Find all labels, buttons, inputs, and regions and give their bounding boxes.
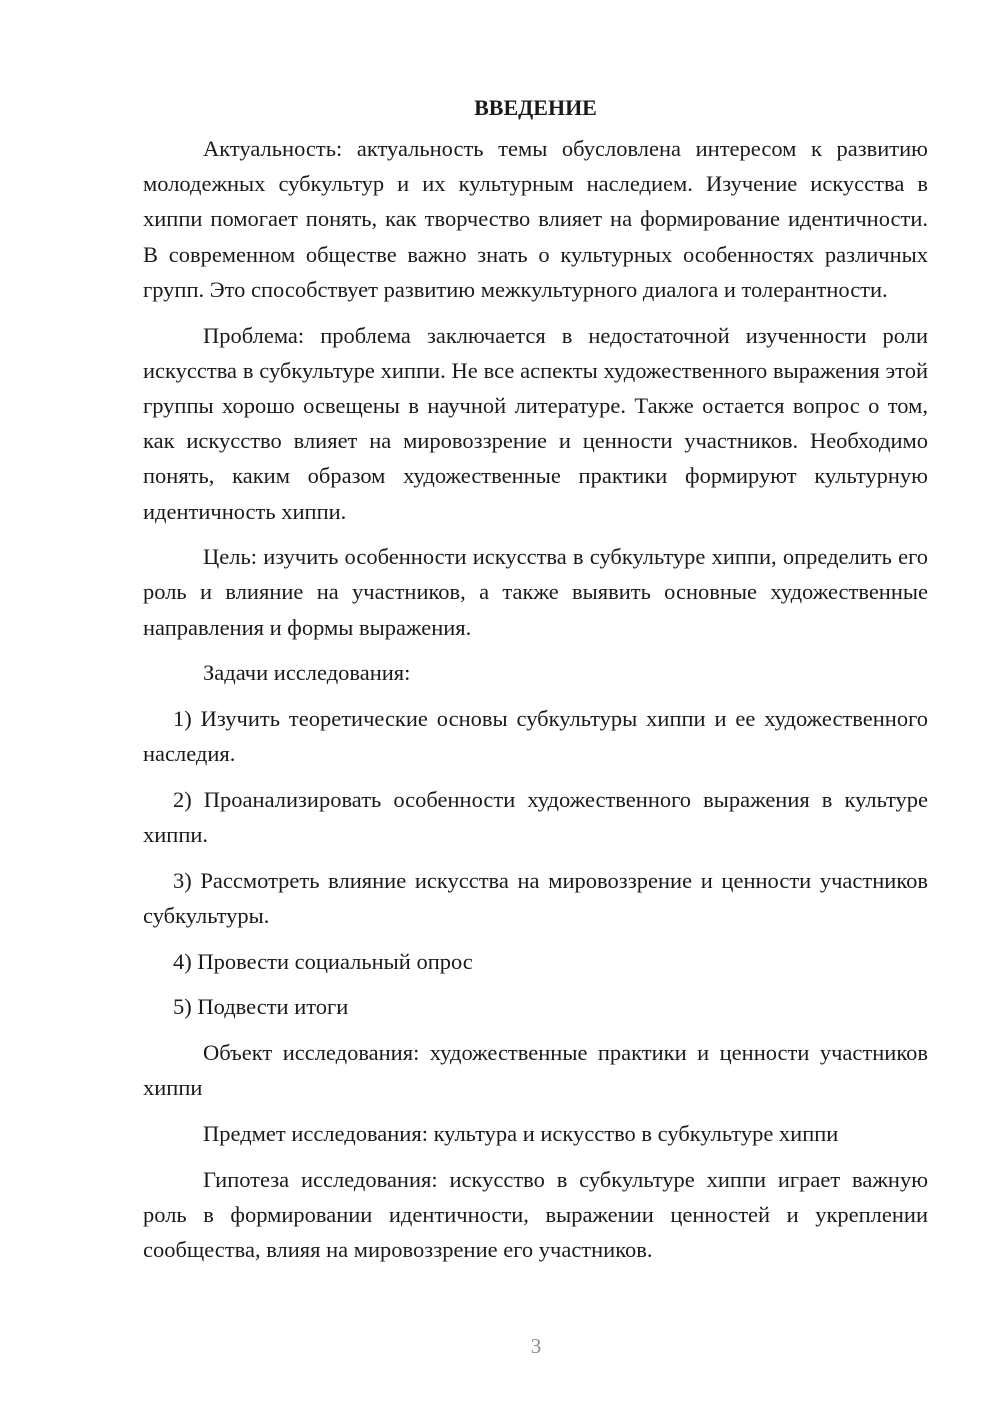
task-item-2: 2) Проанализировать особенности художественного выражения в культуре хиппи.: [143, 786, 928, 848]
task-item-1: 1) Изучить теоретические основы субкультуры хиппи и ее художественного наследия.: [143, 706, 928, 767]
page-number: 3: [530, 1334, 542, 1358]
task-item-5: 5) Подвести итоги: [173, 994, 349, 1020]
paragraph-object: Объект исследования: художественные практики и ценности участников хиппи: [143, 1040, 928, 1101]
document-page: [143, 90, 928, 1278]
task-item-3: 3) Рассмотреть влияние искусства на мировоззрение и ценности участников субкультуры.: [143, 867, 928, 929]
paragraph-goal: Цель: изучить особенности искусства в субкультуре хиппи, определить его роль и влияние на участников, а также выявить основные художественные направления и формы выражения.: [143, 544, 928, 640]
paragraph-hypothesis: Гипотеза исследования: искусство в субкультуре хиппи играет важную роль в формировании идентичности, выражении ценностей и укреплении сообщества, влияя на мировоззрение его участников.: [143, 1166, 928, 1263]
paragraph-subject: Предмет исследования: культура и искусство в субкультуре хиппи: [203, 1121, 839, 1147]
paragraph-problem: Проблема: проблема заключается в недостаточной изученности роли искусства в субкультуре хиппи. Не все аспекты художественного выражения этой группы хорошо освещены в научной литературе. Также остается вопрос о том, как искусство влияет на мировоззрение и ценности участников. Необходимо понять, каким образом художественные практики формируют культурную идентичность хиппи.: [143, 322, 928, 524]
paragraph-relevance: Актуальность: актуальность темы обусловлена интересом к развитию молодежных субкультур и их культурным наследием. Изучение искусства в хиппи помогает понять, как творчество влияет на формирование идентичности. В современном обществе важно знать о культурных особенностях различных групп. Это способствует развитию межкультурного диалога и толерантности.: [143, 136, 928, 302]
paragraph-tasks-heading: Задачи исследования:: [203, 660, 411, 686]
task-item-4: 4) Провести социальный опрос: [173, 948, 473, 974]
page-title: ВВЕДЕНИЕ: [474, 95, 597, 120]
